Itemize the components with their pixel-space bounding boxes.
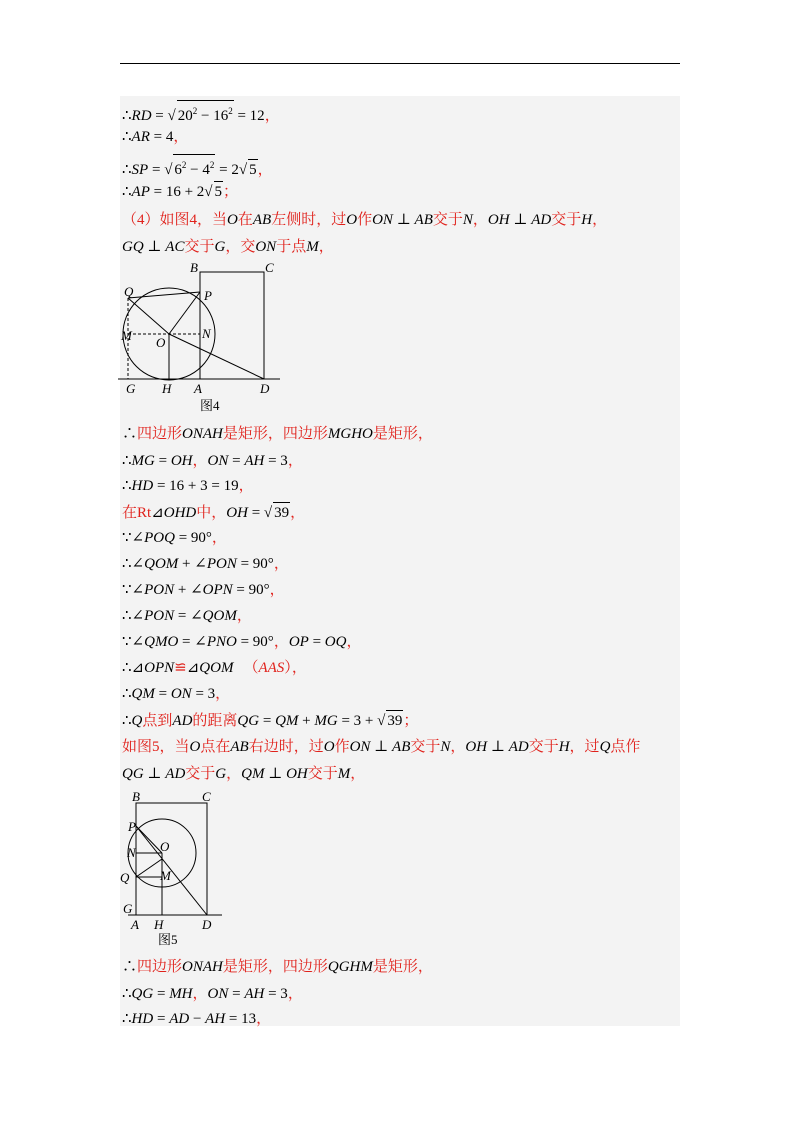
svg-text:P: P	[128, 819, 136, 834]
line-hd-13: ∴HD = AD − AH = 13，	[122, 1011, 272, 1027]
svg-text:图5: 图5	[158, 932, 178, 947]
svg-text:C: C	[265, 260, 274, 275]
line-mg-oh: ∴MG = OH，ON = AH = 3，	[122, 453, 303, 469]
figure-5-diagram	[118, 788, 228, 948]
svg-text:H: H	[162, 381, 172, 396]
svg-text:Q: Q	[120, 870, 130, 885]
line-case5-intro: 如图5，当O点在AB右边时，过O作ON ⊥ AB交于N，OH ⊥ AD交于H，过Q点作	[122, 739, 641, 755]
svg-text:A: A	[131, 917, 139, 932]
line-case4-intro: （4）如图4，当O在AB左侧时，过O作ON ⊥ AB交于N，OH ⊥ AD交于H，	[122, 212, 608, 228]
svg-text:C: C	[202, 789, 211, 804]
line-hd-19: ∴HD = 16 + 3 = 19，	[122, 478, 254, 494]
svg-text:N: N	[127, 845, 136, 860]
svg-text:图4: 图4	[200, 398, 220, 413]
svg-text:O: O	[160, 839, 170, 854]
figure-5	[118, 788, 228, 953]
line-ar: ∴AR = 4，	[122, 129, 189, 145]
line-case5-intro-2: QG ⊥ AD交于G，QM ⊥ OH交于M，	[122, 766, 366, 782]
svg-text:G: G	[126, 381, 136, 396]
line-rd: ∴RD = √ $20^2 - 16^2 = 12$，	[122, 100, 280, 126]
line-sp: ∴SP = √ $6^2 - 4^2 = 2√$ 5，	[122, 154, 273, 180]
line-pon-opn: ∵∠PON + ∠OPN = 90°，	[122, 582, 285, 598]
svg-text:B: B	[190, 260, 198, 275]
svg-text:B: B	[132, 789, 140, 804]
figure-4	[118, 258, 288, 423]
line-qmo-pno: ∵∠QMO = ∠PNO = 90°，OP = OQ，	[122, 634, 362, 650]
svg-text:G: G	[123, 901, 133, 916]
svg-text:A: A	[194, 381, 202, 396]
line-pon-eq-qom: ∴∠PON = ∠QOM，	[122, 608, 252, 624]
svg-text:M: M	[121, 328, 132, 343]
line-case4-intro-2: GQ ⊥ AC交于G，交ON于点M，	[122, 239, 334, 255]
svg-text:M: M	[160, 868, 171, 883]
svg-text:P: P	[204, 288, 212, 303]
line-congruent: ∴⊿OPN≌⊿QOM （AAS），	[122, 660, 307, 676]
svg-text:D: D	[260, 381, 270, 396]
line-qm-on: ∴QM = ON = 3，	[122, 686, 231, 702]
figure-4-diagram	[118, 258, 288, 418]
svg-text:N: N	[202, 326, 211, 341]
header-rule	[120, 63, 680, 64]
svg-text:Q: Q	[124, 284, 134, 299]
line-rectangles-5: ∴四边形ONAH是矩形，四边形QGHM是矩形，	[122, 959, 433, 975]
line-qg-mh: ∴QG = MH，ON = AH = 3，	[122, 986, 303, 1002]
line-qom-pon: ∴∠QOM + ∠PON = 90°，	[122, 556, 289, 572]
line-poq: ∵∠POQ = 90°，	[122, 530, 227, 546]
line-ap: ∴AP = 16 + 2√ 5；	[122, 181, 238, 202]
line-rectangles-4: ∴四边形ONAH是矩形，四边形MGHO是矩形，	[122, 426, 433, 442]
line-oh-sqrt39: 在Rt⊿OHD中，OH = √ 39，	[122, 502, 305, 523]
svg-text:H: H	[154, 917, 164, 932]
line-qg-distance: ∴Q点到AD的距离QG = QM + MG = 3 + √ 39；	[122, 710, 418, 731]
svg-text:O: O	[156, 335, 166, 350]
svg-text:D: D	[202, 917, 212, 932]
